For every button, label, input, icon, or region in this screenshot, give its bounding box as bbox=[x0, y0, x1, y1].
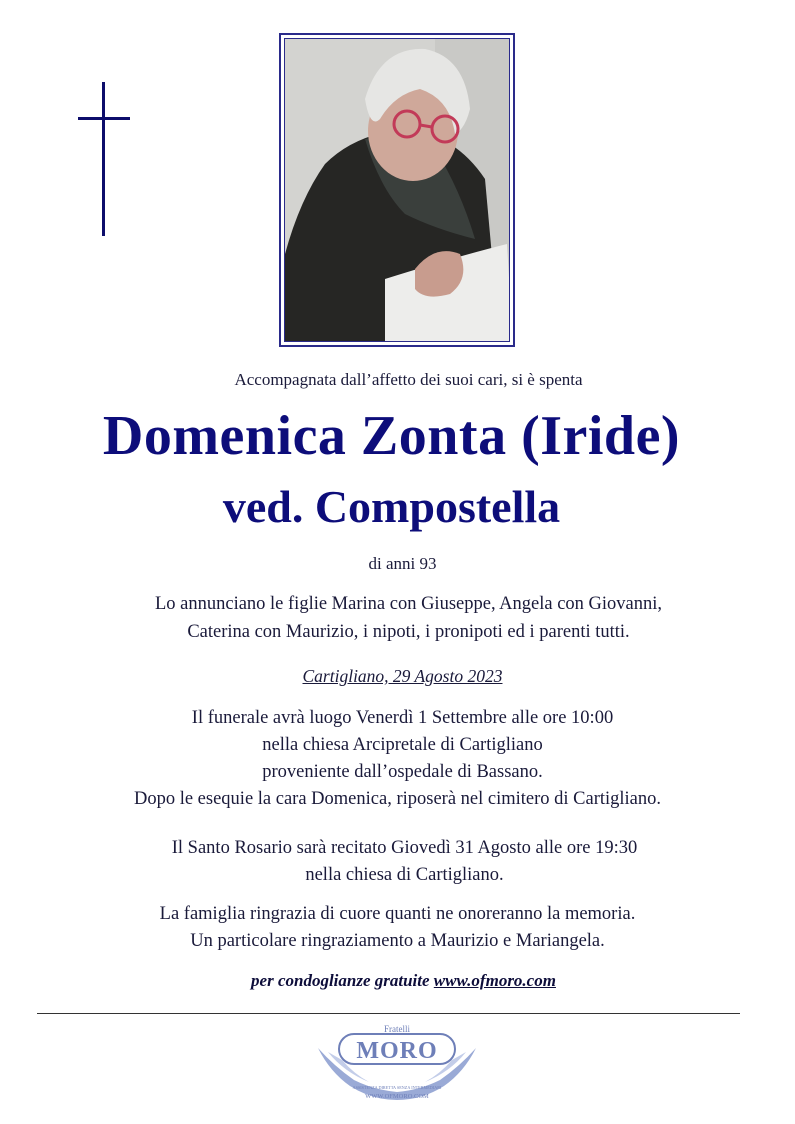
funeral-line: Il funerale avrà luogo Venerdì 1 Settembre alle ore 10:00 bbox=[191, 708, 614, 728]
deceased-married-name: ved. Compostella bbox=[222, 481, 561, 532]
rosary-line: Il Santo Rosario sarà recitato Giovedì 31 Agosto alle ore 19:30 bbox=[171, 838, 638, 858]
deceased-name: Domenica Zonta (Iride) bbox=[102, 405, 681, 467]
funeral-line: nella chiesa Arcipretale di Cartigliano bbox=[262, 735, 543, 755]
portrait-photo bbox=[284, 38, 510, 342]
portrait-image bbox=[285, 39, 510, 342]
logo-name: MORO bbox=[356, 1038, 438, 1064]
intro-text: Accompagnata dall’affetto dei suoi cari, si è spenta bbox=[234, 370, 583, 389]
cross-icon bbox=[78, 82, 130, 236]
age-text: di anni 93 bbox=[368, 554, 437, 573]
condolences-text: per condoglianze gratuite bbox=[251, 971, 434, 990]
logo-tagline: ASSISTENZA DIRETTA SENZA INTERMEDIARI bbox=[352, 1085, 442, 1090]
logo-top-text: Fratelli bbox=[384, 1024, 410, 1034]
condolences-link[interactable]: www.ofmoro.com bbox=[433, 971, 556, 990]
announcement-line: Caterina con Maurizio, i nipoti, i pronipoti ed i parenti tutti. bbox=[187, 622, 630, 642]
place-date: Cartigliano, 29 Agosto 2023 bbox=[302, 666, 503, 686]
funeral-line: proveniente dall’ospedale di Bassano. bbox=[262, 762, 543, 782]
condolences-line bbox=[0, 971, 795, 991]
funeral-line: Dopo le esequie la cara Domenica, riposerà nel cimitero di Cartigliano. bbox=[133, 789, 662, 809]
announcement-line: Lo annunciano le figlie Marina con Giuseppe, Angela con Giovanni, bbox=[154, 594, 663, 614]
thanks-line: Un particolare ringraziamento a Maurizio e Mariangela. bbox=[190, 931, 605, 951]
moro-logo bbox=[314, 1022, 480, 1106]
portrait-frame bbox=[279, 33, 515, 347]
rosary-line: nella chiesa di Cartigliano. bbox=[305, 865, 504, 885]
logo-url: WWW.OFMORO.COM bbox=[365, 1093, 429, 1100]
divider bbox=[37, 1013, 740, 1014]
thanks-line: La famiglia ringrazia di cuore quanti ne onoreranno la memoria. bbox=[159, 904, 636, 924]
